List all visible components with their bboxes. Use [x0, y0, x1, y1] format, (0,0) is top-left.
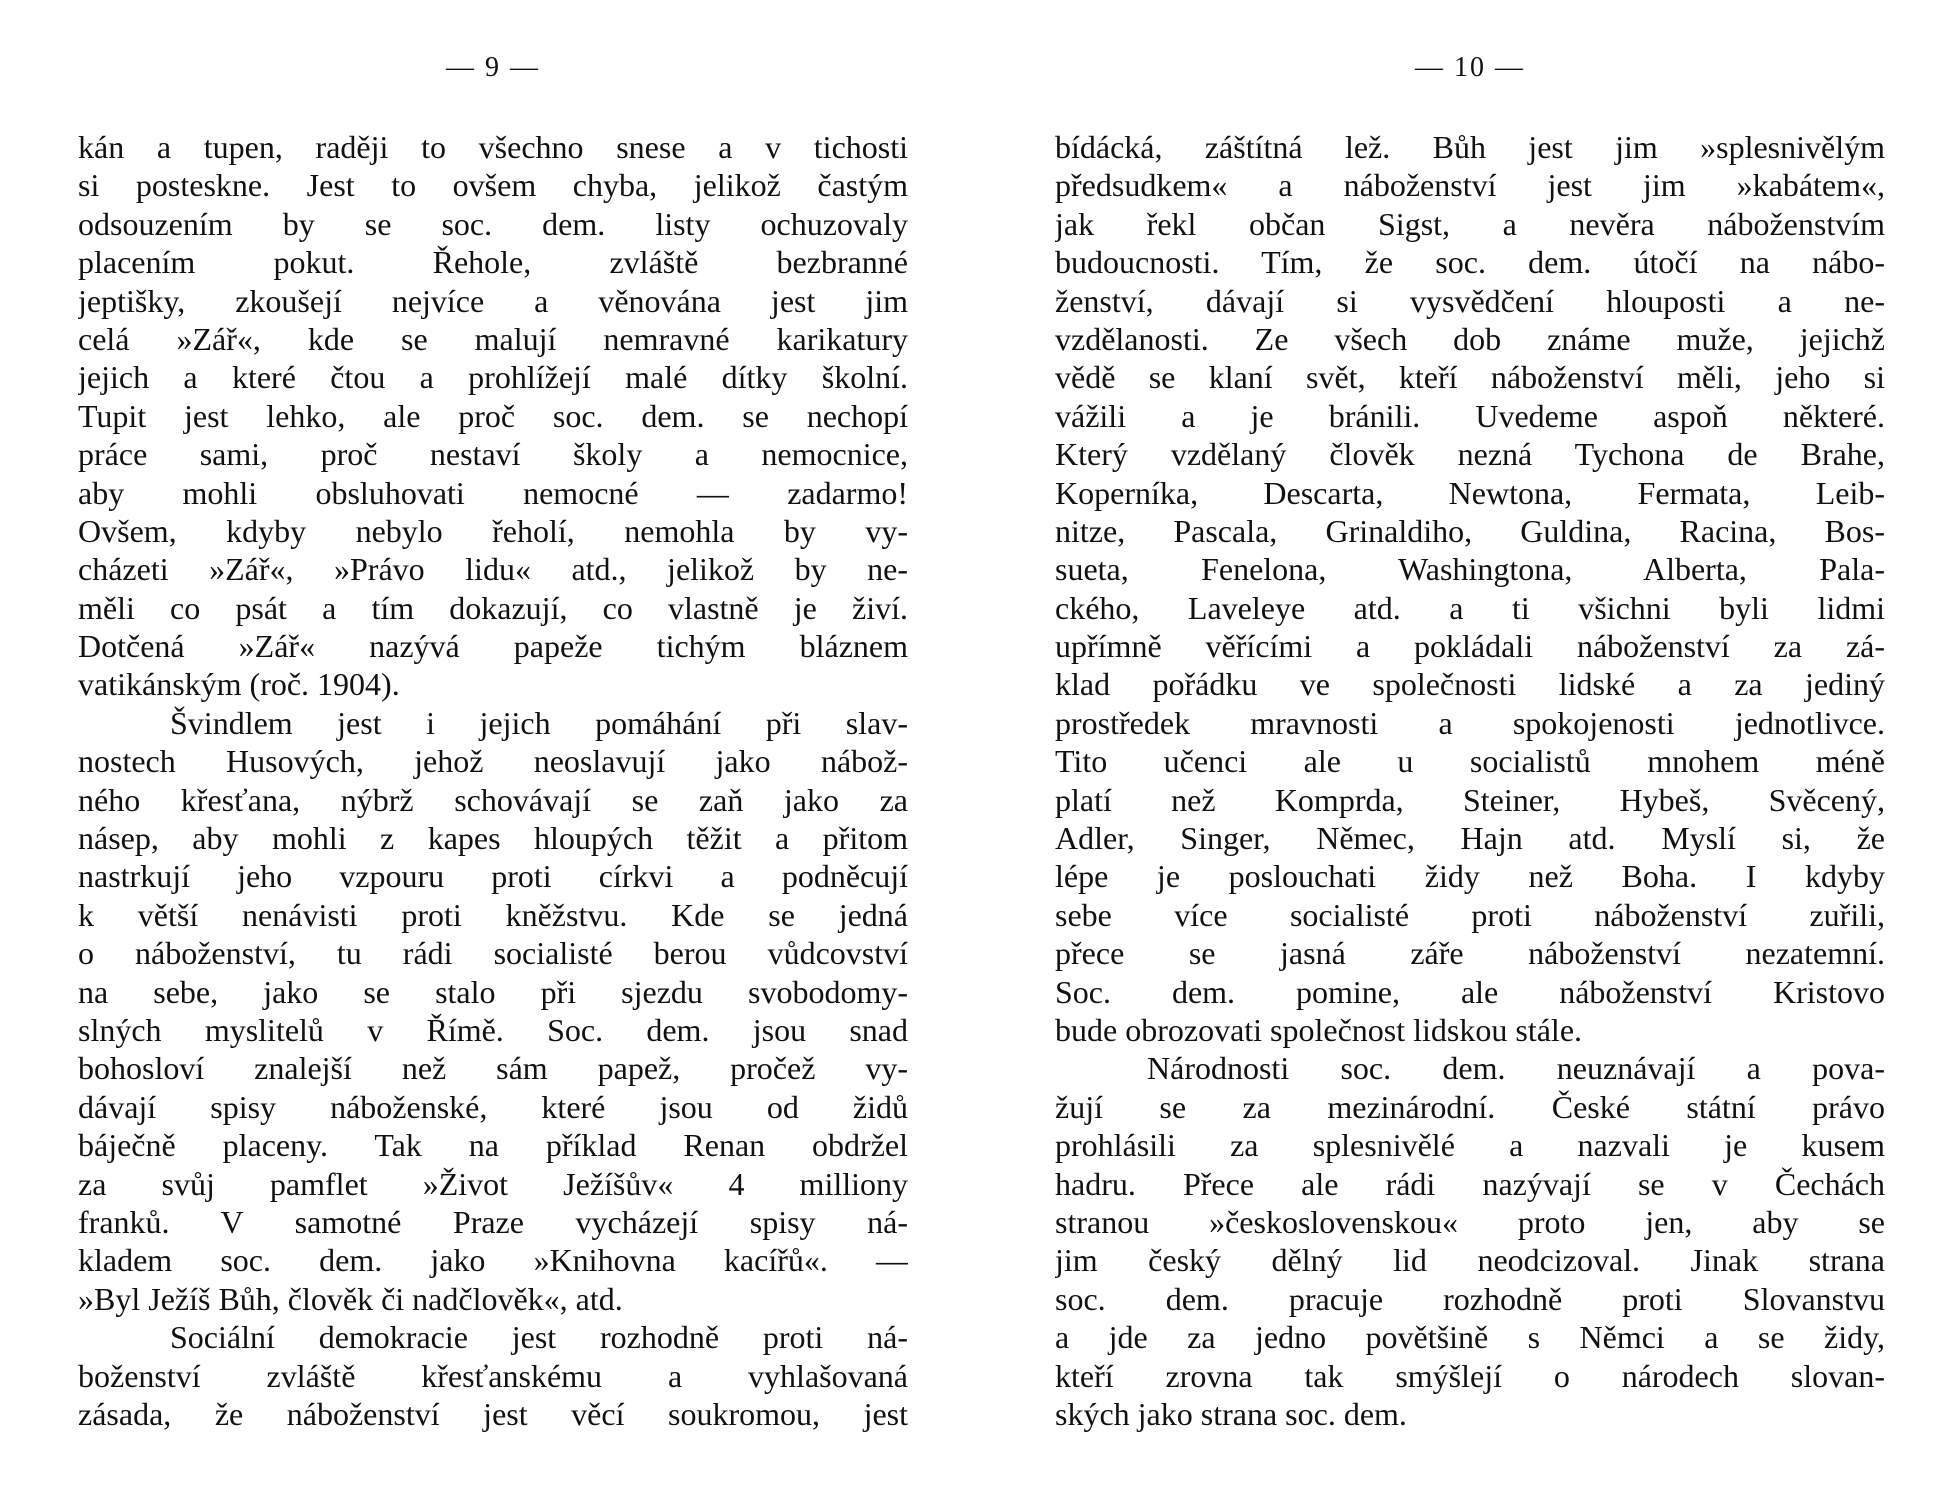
- text-line: k větší nenávisti proti kněžstvu. Kde se jedná: [78, 896, 908, 933]
- text-line: kán a tupen, raději to všechno snese a v tichosti: [78, 129, 908, 165]
- text-line: Švindlem jest i jejich pomáhání při slav-: [170, 704, 908, 741]
- text-line: vědě se klaní svět, kteří náboženství měli, jeho si: [1055, 359, 1885, 396]
- text-line: upřímně věřícími a pokládali náboženství za zá-: [1055, 628, 1885, 665]
- text-line: jak řekl občan Sigst, a nevěra náboženstvím: [1055, 205, 1885, 242]
- text-line: slných myslitelů v Římě. Soc. dem. jsou snad: [78, 1011, 908, 1048]
- text-line: hadru. Přece ale rádi nazývají se v Čechách: [1055, 1165, 1885, 1202]
- text-line: a jde za jedno povětšině s Němci a se židy,: [1055, 1319, 1885, 1356]
- text-line: Sociální demokracie jest rozhodně proti ná-: [170, 1319, 908, 1356]
- text-line: placením pokut. Řehole, zvláště bezbranné: [78, 244, 908, 281]
- text-line: lépe je poslouchati židy než Boha. I kdyby: [1055, 858, 1885, 895]
- text-line: předsudkem« a náboženství jest jim »kabátem«,: [1055, 167, 1885, 204]
- right-page-text: [1055, 128, 1885, 1433]
- text-line: sebe více socialisté proti náboženství zuřili,: [1055, 896, 1885, 933]
- text-line: dávají spisy náboženské, které jsou od židů: [78, 1088, 908, 1125]
- text-line: jeptišky, zkoušejí nejvíce a věnována jest jim: [78, 282, 908, 319]
- text-line: prostředek mravnosti a spokojenosti jednotlivce.: [1055, 704, 1885, 741]
- text-line: bohosloví znalejší než sám papež, pročež vy-: [78, 1050, 908, 1087]
- text-line: přece se jasná záře náboženství nezatemní.: [1055, 935, 1885, 972]
- text-line: jejich a které čtou a prohlížejí malé dítky školní.: [78, 359, 908, 396]
- text-line: celá »Zář«, kde se malují nemravné karikatury: [78, 320, 908, 357]
- text-line: ženství, dávají si vysvědčení hlouposti a ne-: [1055, 282, 1885, 319]
- text-line: nostech Husových, jehož neoslavují jako nábož-: [78, 743, 908, 780]
- text-line: prohlásili za splesnivělé a nazvali je kusem: [1055, 1127, 1885, 1164]
- left-page: [78, 0, 908, 1500]
- text-line: vatikánským (roč. 1904).: [78, 666, 400, 703]
- text-line: zásada, že náboženství jest věcí soukromou, jest: [78, 1395, 908, 1432]
- text-line: kladem soc. dem. jako »Knihovna kacířů«. —: [78, 1242, 908, 1279]
- text-line: na sebe, jako se stalo při sjezdu svobodomy-: [78, 973, 908, 1010]
- page-number-right: — 10 —: [1415, 52, 1525, 83]
- text-line: Národnosti soc. dem. neuznávají a pova-: [1147, 1050, 1885, 1087]
- text-line: boženství zvláště křesťanskému a vyhlašovaná: [78, 1357, 908, 1394]
- text-line: odsouzením by se soc. dem. listy ochuzovaly: [78, 205, 908, 242]
- text-line: franků. V samotné Praze vycházejí spisy ná-: [78, 1203, 908, 1240]
- text-line: nitze, Pascala, Grinaldiho, Guldina, Racina, Bos-: [1055, 512, 1885, 549]
- text-line: Ovšem, kdyby nebylo řeholí, nemohla by vy-: [78, 512, 908, 549]
- text-line: ného křesťana, nýbrž schovávají se zaň jako za: [78, 781, 908, 818]
- text-line: sueta, Fenelona, Washingtona, Alberta, Pala-: [1055, 551, 1885, 588]
- text-line: stranou »československou« proto jen, aby se: [1055, 1203, 1885, 1240]
- text-line: Tupit jest lehko, ale proč soc. dem. se nechopí: [78, 397, 908, 434]
- text-line: kteří zrovna tak smýšlejí o národech slovan-: [1055, 1357, 1885, 1394]
- text-line: platí než Komprda, Steiner, Hybeš, Svěcený,: [1055, 781, 1885, 818]
- text-line: ckého, Laveleye atd. a ti všichni byli lidmi: [1055, 589, 1885, 626]
- text-line: Koperníka, Descarta, Newtona, Fermata, Leib-: [1055, 474, 1885, 511]
- text-line: vzdělanosti. Ze všech dob známe muže, jejichž: [1055, 320, 1885, 357]
- text-line: za svůj pamflet »Život Ježíšův« 4 milliony: [78, 1165, 908, 1202]
- left-page-text: [78, 128, 908, 1433]
- text-line: ských jako strana soc. dem.: [1055, 1395, 1407, 1432]
- text-line: jim český dělný lid neodcizoval. Jinak strana: [1055, 1242, 1885, 1279]
- right-page: [1055, 0, 1885, 1500]
- text-line: žují se za mezinárodní. České státní právo: [1055, 1088, 1885, 1125]
- text-line: budoucnosti. Tím, že soc. dem. útočí na nábo-: [1055, 244, 1885, 281]
- text-line: Tito učenci ale u socialistů mnohem méně: [1055, 743, 1885, 780]
- text-line: měli co psát a tím dokazují, co vlastně je živí.: [78, 589, 908, 626]
- text-line: vážili a je bránili. Uvedeme aspoň některé.: [1055, 397, 1885, 434]
- text-line: cházeti »Zář«, »Právo lidu« atd., jelikož by ne-: [78, 551, 908, 588]
- page-number-left: — 9 —: [446, 52, 540, 83]
- text-line: práce sami, proč nestaví školy a nemocnice,: [78, 436, 908, 473]
- text-line: aby mohli obsluhovati nemocné — zadarmo!: [78, 474, 908, 511]
- text-line: si posteskne. Jest to ovšem chyba, jelikož častým: [78, 167, 908, 204]
- text-line: násep, aby mohli z kapes hloupých těžit a přitom: [78, 820, 908, 857]
- text-line: Dotčená »Zář« nazývá papeže tichým bláznem: [78, 628, 908, 665]
- text-line: Adler, Singer, Němec, Hajn atd. Myslí si, že: [1055, 820, 1885, 857]
- text-line: bude obrozovati společnost lidskou stále.: [1055, 1011, 1583, 1048]
- text-line: báječně placeny. Tak na příklad Renan obdržel: [78, 1127, 908, 1164]
- text-line: o náboženství, tu rádi socialisté berou vůdcovství: [78, 935, 908, 972]
- text-line: bídácká, záštítná lež. Bůh jest jim »splesnivělým: [1055, 129, 1885, 165]
- text-line: soc. dem. pracuje rozhodně proti Slovanstvu: [1055, 1280, 1885, 1317]
- text-line: nastrkují jeho vzpouru proti církvi a podněcují: [78, 858, 908, 895]
- text-line: Soc. dem. pomine, ale náboženství Kristovo: [1055, 973, 1885, 1010]
- text-line: Který vzdělaný člověk nezná Tychona de Brahe,: [1055, 436, 1885, 473]
- text-line: »Byl Ježíš Bůh, člověk či nadčlověk«, atd.: [78, 1280, 623, 1317]
- text-line: klad pořádku ve společnosti lidské a za jediný: [1055, 666, 1885, 703]
